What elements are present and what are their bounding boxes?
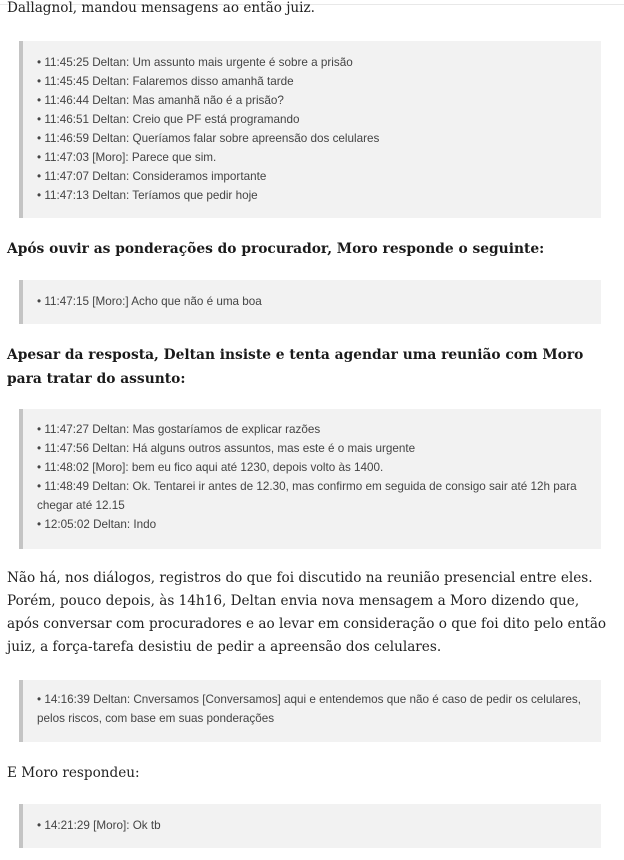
message-quote-5 [19,804,601,848]
bullet-icon: • [37,295,45,308]
message-text: 11:47:13 Deltan: Teríamos que pedir hoje [44,189,258,202]
message-quote-4 [19,680,601,742]
message-item [37,420,593,439]
message-item [37,110,593,129]
bullet-icon: • [37,113,45,126]
message-item [37,816,593,835]
message-list [37,420,593,534]
bullet-icon: • [37,189,45,202]
message-item [37,690,593,728]
message-text: 12:05:02 Deltan: Indo [44,518,157,531]
bullet-icon: • [37,94,45,107]
bullet-icon: • [37,442,45,455]
message-text: 11:46:44 Deltan: Mas amanhã não é a prisão? [44,94,284,107]
intro-line: Dallagnol, mandou mensagens ao então juiz. [7,0,315,16]
bullet-icon: • [37,423,45,436]
body-paragraph-moro-answered: E Moro respondeu: [7,765,140,781]
message-text: 11:48:02 [Moro]: bem eu fico aqui até 1230, depois volto às 1400. [44,461,384,474]
message-quote-2 [19,280,601,324]
message-text: 11:47:07 Deltan: Consideramos importante [44,170,267,183]
bullet-icon: • [37,151,45,164]
message-quote-3 [19,409,601,549]
bullet-icon: • [37,518,45,531]
message-text: 11:48:49 Deltan: Ok. Tentarei ir antes de 12.30, mas confirmo em seguida de consigo sair até 12h para chegar até 12.15 [37,480,577,512]
message-text: 11:46:59 Deltan: Queríamos falar sobre apreensão dos celulares [44,132,380,145]
message-item [37,167,593,186]
bullet-icon: • [37,480,45,493]
message-item [37,53,593,72]
message-list [37,53,593,205]
message-text: 11:47:27 Deltan: Mas gostaríamos de explicar razões [44,423,321,436]
message-list [37,690,593,728]
message-item [37,186,593,205]
message-text: 11:47:56 Deltan: Há alguns outros assuntos, mas este é o mais urgente [44,442,416,455]
message-item [37,477,593,515]
message-item [37,292,593,311]
message-item [37,458,593,477]
message-text: 11:45:25 Deltan: Um assunto mais urgente é sobre a prisão [44,56,353,69]
message-text: 11:46:51 Deltan: Creio que PF está programando [44,113,300,126]
message-text: 11:47:03 [Moro]: Parece que sim. [44,151,217,164]
message-item [37,72,593,91]
message-list [37,292,593,311]
bullet-icon: • [37,819,45,832]
message-item [37,91,593,110]
message-text: 11:45:45 Deltan: Falaremos disso amanhã tarde [44,75,294,88]
message-item [37,515,593,534]
section-heading-deltan-insists: Apesar da resposta, Deltan insiste e tenta agendar uma reunião com Moro para tratar do assunto: [7,347,584,387]
message-text: 14:21:29 [Moro]: Ok tb [44,819,161,832]
message-list [37,816,593,835]
bullet-icon: • [37,461,45,474]
message-item [37,148,593,167]
message-quote-1 [19,41,601,218]
message-text: 14:16:39 Deltan: Cnversamos [Conversamos] aqui e entendemos que não é caso de pedir os celulares, pelos riscos, com base em suas ponderações [37,693,581,725]
bullet-icon: • [37,75,45,88]
bullet-icon: • [37,170,45,183]
bullet-icon: • [37,56,45,69]
message-text: 11:47:15 [Moro:] Acho que não é uma boa [44,295,262,308]
bullet-icon: • [37,132,45,145]
message-item [37,439,593,458]
section-heading-moro-response: Após ouvir as ponderações do procurador, Moro responde o seguinte: [7,241,545,257]
message-item [37,129,593,148]
body-paragraph-meeting: Não há, nos diálogos, registros do que foi discutido na reunião presencial entre eles. Porém, pouco depois, às 14h16, Deltan envia nova mensagem a Moro dizendo que, após conversar com procuradores e ao levar em consideração o que foi dito pelo então juiz, a força-tarefa desistiu de pedir a apreensão dos celulares. [7,570,607,655]
bullet-icon: • [37,693,45,706]
